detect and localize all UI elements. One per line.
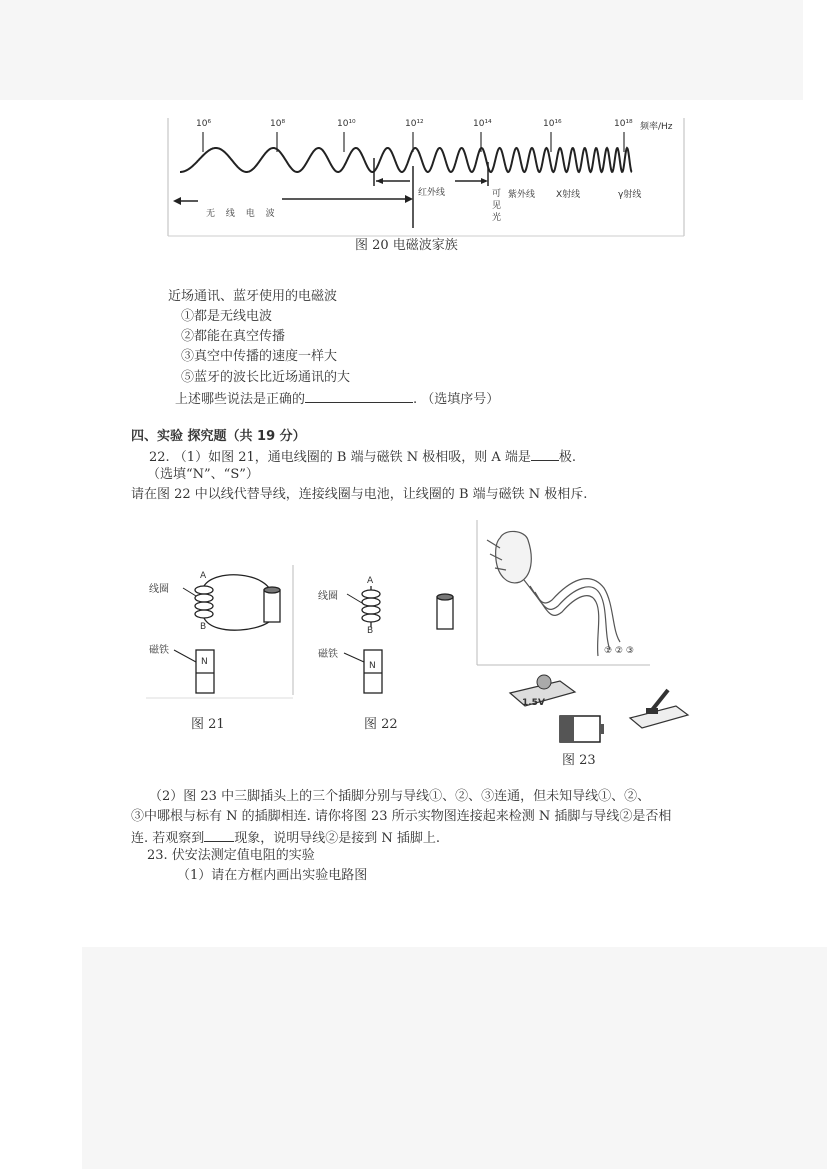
- section-4-title: 四、实验 探究题（共 19 分）: [131, 429, 306, 444]
- band-infrared: 红外线: [418, 188, 446, 198]
- q22-pole-blank[interactable]: [531, 448, 559, 461]
- q21-question-suffix: . （选填序号）: [413, 392, 500, 407]
- fig22-coil-label: 线圈: [318, 591, 338, 602]
- figure-23-caption: 图 23: [562, 753, 596, 768]
- q22-line2: （选填“N”、“S”）: [147, 467, 259, 482]
- em-spectrum-diagram: [0, 0, 827, 260]
- q23-part1: （1）请在方框内画出实验电路图: [177, 868, 368, 883]
- fig23-battery: [560, 716, 604, 742]
- fig21-coil: [195, 575, 272, 630]
- q22-part2-line3-suffix: 现象，说明导线②是接到 N 插脚上.: [234, 831, 441, 846]
- fig21-coil-label: 线圈: [149, 584, 169, 595]
- q22-line3: 请在图 22 中以线代替导线，连接线圈与电池，让线圈的 B 端与磁铁 N 极相斥.: [131, 487, 588, 502]
- fig21-pole-a: A: [200, 571, 207, 581]
- band-visible-1: 可: [492, 189, 502, 199]
- q21-intro: 近场通讯、蓝牙使用的电磁波: [168, 289, 338, 304]
- fig21-magnet-label: 磁铁: [149, 645, 169, 656]
- fig22-magnet: [364, 650, 382, 693]
- q22-line1-text: 22. （1）如图 21，通电线圈的 B 端与磁铁 N 极相吸，则 A 端是: [149, 450, 531, 465]
- band-gamma: γ射线: [618, 190, 642, 200]
- band-xray: X射线: [556, 190, 581, 200]
- freq-label-1e16: 10¹⁶: [543, 119, 562, 129]
- fig22-magnet-label: 磁铁: [318, 649, 338, 660]
- q22-part2-line3-text: 连. 若观察到: [131, 831, 205, 846]
- freq-label-1e6: 10⁶: [196, 119, 212, 129]
- freq-label-1e18: 10¹⁸: [614, 119, 633, 129]
- freq-label-1e10: 10¹⁰: [337, 119, 356, 129]
- figure-22-caption: 图 22: [364, 717, 398, 732]
- fig23-switch: [630, 690, 688, 728]
- q22-phenomenon-blank[interactable]: [204, 829, 234, 842]
- figure-20-caption: 图 20 电磁波家族: [355, 238, 458, 253]
- q21-option-5: ⑤蓝牙的波长比近场通讯的大: [181, 370, 351, 385]
- fig22-battery: [437, 594, 453, 629]
- q22-line1: [149, 448, 576, 466]
- figure-21-caption: 图 21: [191, 717, 225, 732]
- fig21-pole-b: B: [200, 622, 207, 632]
- fig21-battery: [264, 587, 280, 622]
- q22-part2-line3: [131, 829, 440, 847]
- fig22-coil: [362, 586, 380, 627]
- band-visible-2: 见: [492, 201, 502, 211]
- q22-part2-line1: （2）图 23 中三脚插头上的三个插脚分别与导线①、②、③连通，但未知导线①、②、: [149, 789, 651, 804]
- fig23-battery-voltage: 1.5V: [522, 698, 545, 708]
- freq-unit: 频率/Hz: [640, 122, 673, 132]
- freq-label-1e14: 10¹⁴: [473, 119, 492, 129]
- fig23-plug: [487, 531, 620, 656]
- q22-line1-suffix: 极.: [558, 450, 577, 465]
- figures-21-22-23: [0, 510, 827, 810]
- band-uv: 紫外线: [508, 190, 536, 200]
- q21-option-2: ②都能在真空传播: [181, 329, 286, 344]
- q21-answer-blank[interactable]: [305, 390, 413, 403]
- freq-label-1e8: 10⁸: [270, 119, 286, 129]
- freq-label-1e12: 10¹²: [405, 119, 424, 129]
- fig22-pole-b: B: [367, 626, 374, 636]
- q22-part2-line2: ③中哪根与标有 N 的插脚相连. 请你将图 23 所示实物图连接起来检测 N 插脚与导线②是否相: [131, 809, 672, 824]
- bottom-gray-band: [82, 947, 827, 1169]
- q23-title: 23. 伏安法测定值电阻的实验: [147, 848, 315, 863]
- q21-option-3: ③真空中传播的速度一样大: [181, 349, 338, 364]
- q21-question: [175, 390, 499, 408]
- q21-option-1: ①都是无线电波: [181, 309, 273, 324]
- fig23-wire-marks: ① ② ③: [604, 646, 634, 656]
- fig22-pole-a: A: [367, 576, 374, 586]
- em-wave: [180, 148, 632, 172]
- q21-question-text: 上述哪些说法是正确的: [175, 392, 306, 407]
- fig21-magnet-pole-n: N: [201, 657, 208, 667]
- band-radio: 无 线 电 波: [206, 209, 279, 219]
- fig22-magnet-pole-n: N: [369, 661, 376, 671]
- band-visible-3: 光: [492, 213, 502, 223]
